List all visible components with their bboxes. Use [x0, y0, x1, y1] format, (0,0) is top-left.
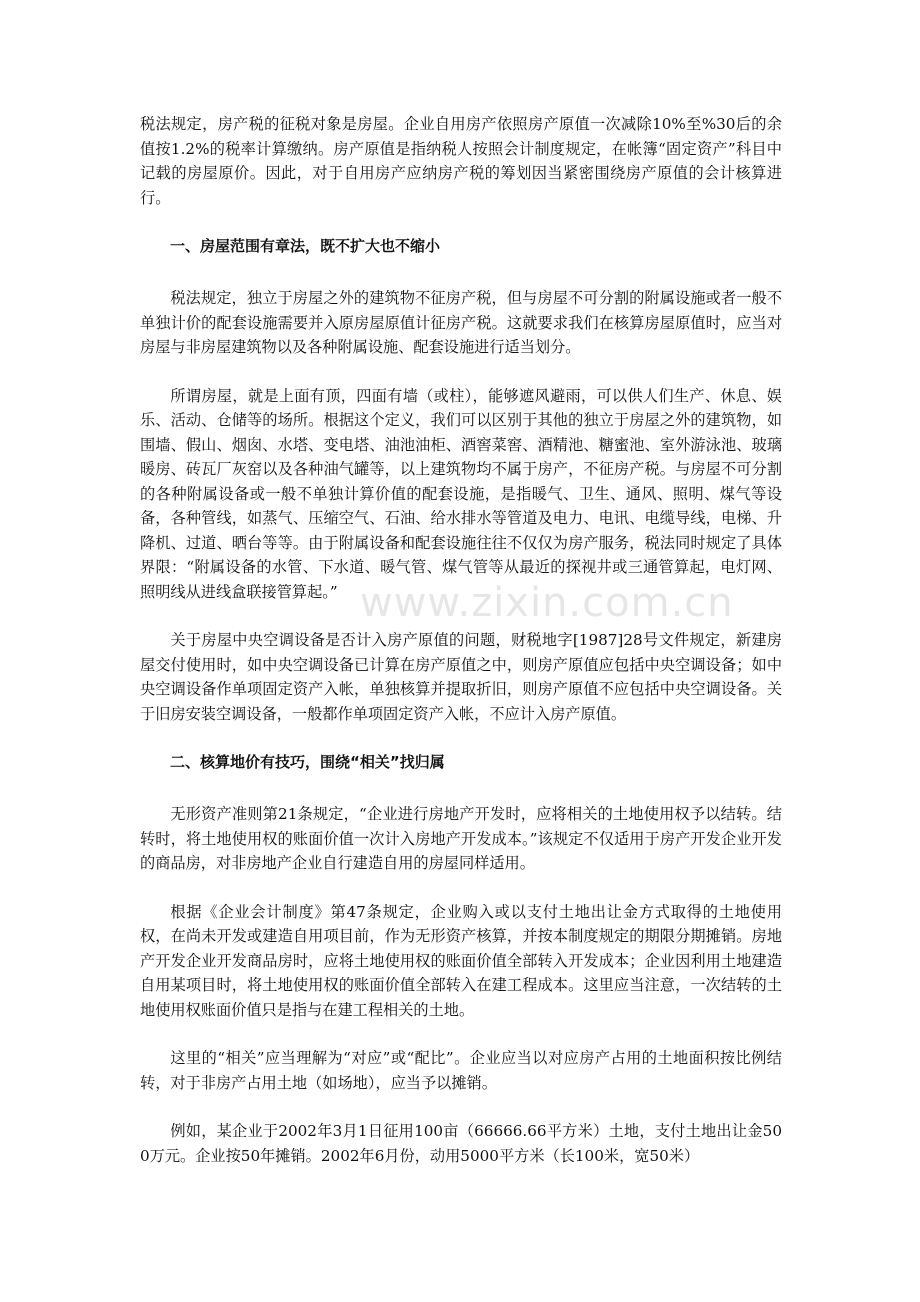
paragraph-intangible-assets: 无形资产准则第21条规定，“企业进行房地产开发时，应将相关的土地使用权予以结转。结转时，将土地使用权的账面价值一次计入房地产开发成本。”该规定不仅适用于房产开发企业开发的商品房，对非房地产企业自行建造自用的房屋同样适用。 [140, 805, 782, 872]
paragraph-central-ac: 关于房屋中央空调设备是否计入房产原值的问题，财税地字[1987]28号文件规定，新建房屋交付使用时，如中央空调设备已计算在房产原值之中，则房产原值应包括中央空调设备；如中央空调设备作单项固定资产入帐，单独核算并提取折旧，则房产原值不应包括中央空调设备。关于旧房安装空调设备，一般都作单项固定资产入帐，不应计入房产原值。 [140, 631, 782, 723]
intro-paragraph: 税法规定，房产税的征税对象是房屋。企业自用房产依照房产原值一次减除10%至%30后的余值按1.2%的税率计算缴纳。房产原值是指纳税人按照会计制度规定，在帐簿“固定资产”科目中记载的房屋原价。因此，对于自用房产应纳房产税的筹划因当紧密围绕房产原值的会计核算进行。 [140, 115, 782, 207]
paragraph-example: 例如，某企业于2002年3月1日征用100亩（66666.66平方米）土地，支付土地出让金500万元。企业按50年摊销。2002年6月份，动用5000平方米（长100米，宽50米） [140, 1122, 782, 1165]
watermark: www.zixin.com.cn [360, 580, 734, 626]
paragraph-house-definition: 所谓房屋，就是上面有顶，四面有墙（或柱），能够遮风避雨，可以供人们生产、休息、娱乐、活动、仓储等的场所。根据这个定义，我们可以区别于其他的独立于房屋之外的建筑物，如围墙、假山、烟囱、水塔、变电塔、油池油柜、酒窖菜窖、酒精池、糖蜜池、室外游泳池、玻璃暖房、砖瓦厂灰窑以及各种油气罐等，以上建筑物均不属于房产，不征房产税。与房屋不可分割的各种附属设备或一般不单独计算价值的配套设施，是指暖气、卫生、通风、照明、煤气等设备，各种管线，如蒸气、压缩空气、石油、给水排水等管道及电力、电讯、电缆导线，电梯、升降机、过道、晒台等等。由于附属设备和配套设施往往不仅仅为房产服务，税法同时规定了具体界限：“附属设备的水管、下水道、暖气管、煤气管等从最近的探视井或三通管算起，电灯网、照明线从进线盒联接管算起。” [140, 386, 782, 601]
paragraph-related-meaning: 这里的“相关”应当理解为“对应”或“配比”。企业应当以对应房产占用的土地面积按比例结转，对于非房产占用土地（如场地），应当予以摊销。 [140, 1049, 782, 1092]
paragraph-building-scope: 税法规定，独立于房屋之外的建筑物不征房产税，但与房屋不可分割的附属设施或者一般不单独计价的配套设施需要并入原房屋原值计征房产税。这就要求我们在核算房屋原值时，应当对房屋与非房屋建筑物以及各种附属设施、配套设施进行适当划分。 [140, 289, 782, 356]
document-body [140, 112, 782, 1192]
paragraph-accounting-system: 根据《企业会计制度》第47条规定，企业购入或以支付土地出让金方式取得的土地使用权，在尚未开发或建造自用项目前，作为无形资产核算，并按本制度规定的期限分期摊销。房地产开发企业开发商品房时，应将土地使用权的账面价值全部转入开发成本；企业因利用土地建造自用某项目时，将土地使用权的账面价值全部转入在建工程成本。这里应当注意，一次结转的土地使用权账面价值只是指与在建工程相关的土地。 [140, 902, 782, 1019]
section-heading-1: 一、房屋范围有章法，既不扩大也不缩小 [170, 237, 441, 255]
section-heading-2: 二、核算地价有技巧，围绕“相关”找归属 [170, 753, 445, 771]
